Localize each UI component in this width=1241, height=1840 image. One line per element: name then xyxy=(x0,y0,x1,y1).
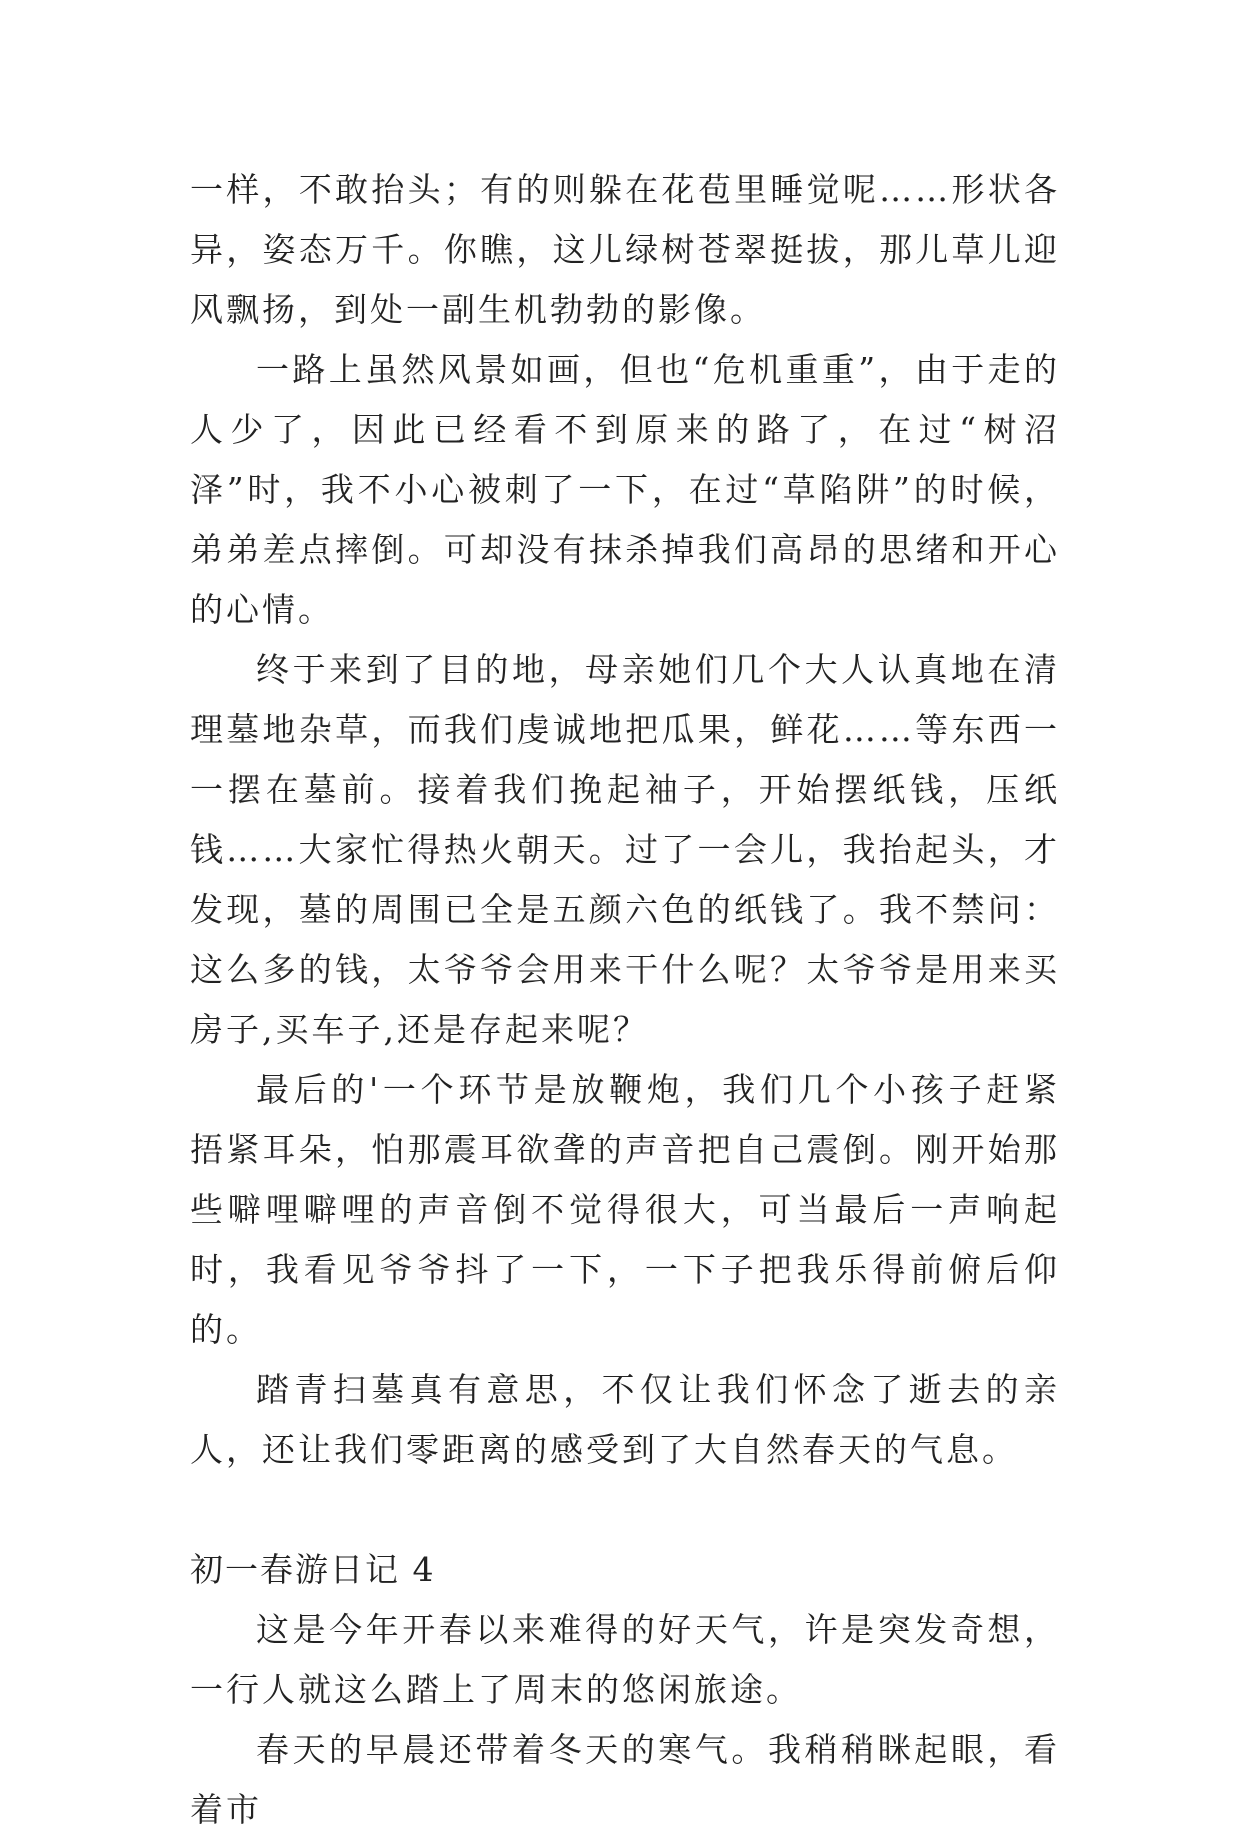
paragraph-4: 最后的'一个环节是放鞭炮，我们几个小孩子赶紧捂紧耳朵，怕那震耳欲聋的声音把自己震倒。刚开始那些噼哩噼哩的声音倒不觉得很大，可当最后一声响起时，我看见爷爷抖了一下，一下子把我乐得前俯后仰的。 xyxy=(190,1070,1060,1349)
paragraph-7: 春天的早晨还带着冬天的寒气。我稍稍眯起眼，看着市 xyxy=(190,1730,1060,1829)
document-body xyxy=(190,160,1060,1840)
section-title: 初一春游日记 4 xyxy=(190,1550,436,1589)
paragraph-2: 一路上虽然风景如画，但也“危机重重”，由于走的人少了，因此已经看不到原来的路了，在过“树沼泽”时，我不小心被刺了一下，在过“草陷阱”的时候，弟弟差点摔倒。可却没有抹杀掉我们高昂的思绪和开心的心情。 xyxy=(190,350,1060,629)
paragraph-5: 踏青扫墓真有意思，不仅让我们怀念了逝去的亲人，还让我们零距离的感受到了大自然春天的气息。 xyxy=(190,1370,1060,1469)
paragraph-6: 这是今年开春以来难得的好天气，许是突发奇想，一行人就这么踏上了周末的悠闲旅途。 xyxy=(190,1610,1060,1709)
paragraph-3: 终于来到了目的地，母亲她们几个大人认真地在清理墓地杂草，而我们虔诚地把瓜果，鲜花……等东西一一摆在墓前。接着我们挽起袖子，开始摆纸钱，压纸钱……大家忙得热火朝天。过了一会儿，我抬起头，才发现，墓的周围已全是五颜六色的纸钱了。我不禁问：这么多的钱，太爷爷会用来干什么呢？太爷爷是用来买房子,买车子,还是存起来呢？ xyxy=(190,650,1060,1049)
paragraph-1: 一样，不敢抬头；有的则躲在花苞里睡觉呢……形状各异，姿态万千。你瞧，这儿绿树苍翠挺拔，那儿草儿迎风飘扬，到处一副生机勃勃的影像。 xyxy=(190,170,1060,329)
